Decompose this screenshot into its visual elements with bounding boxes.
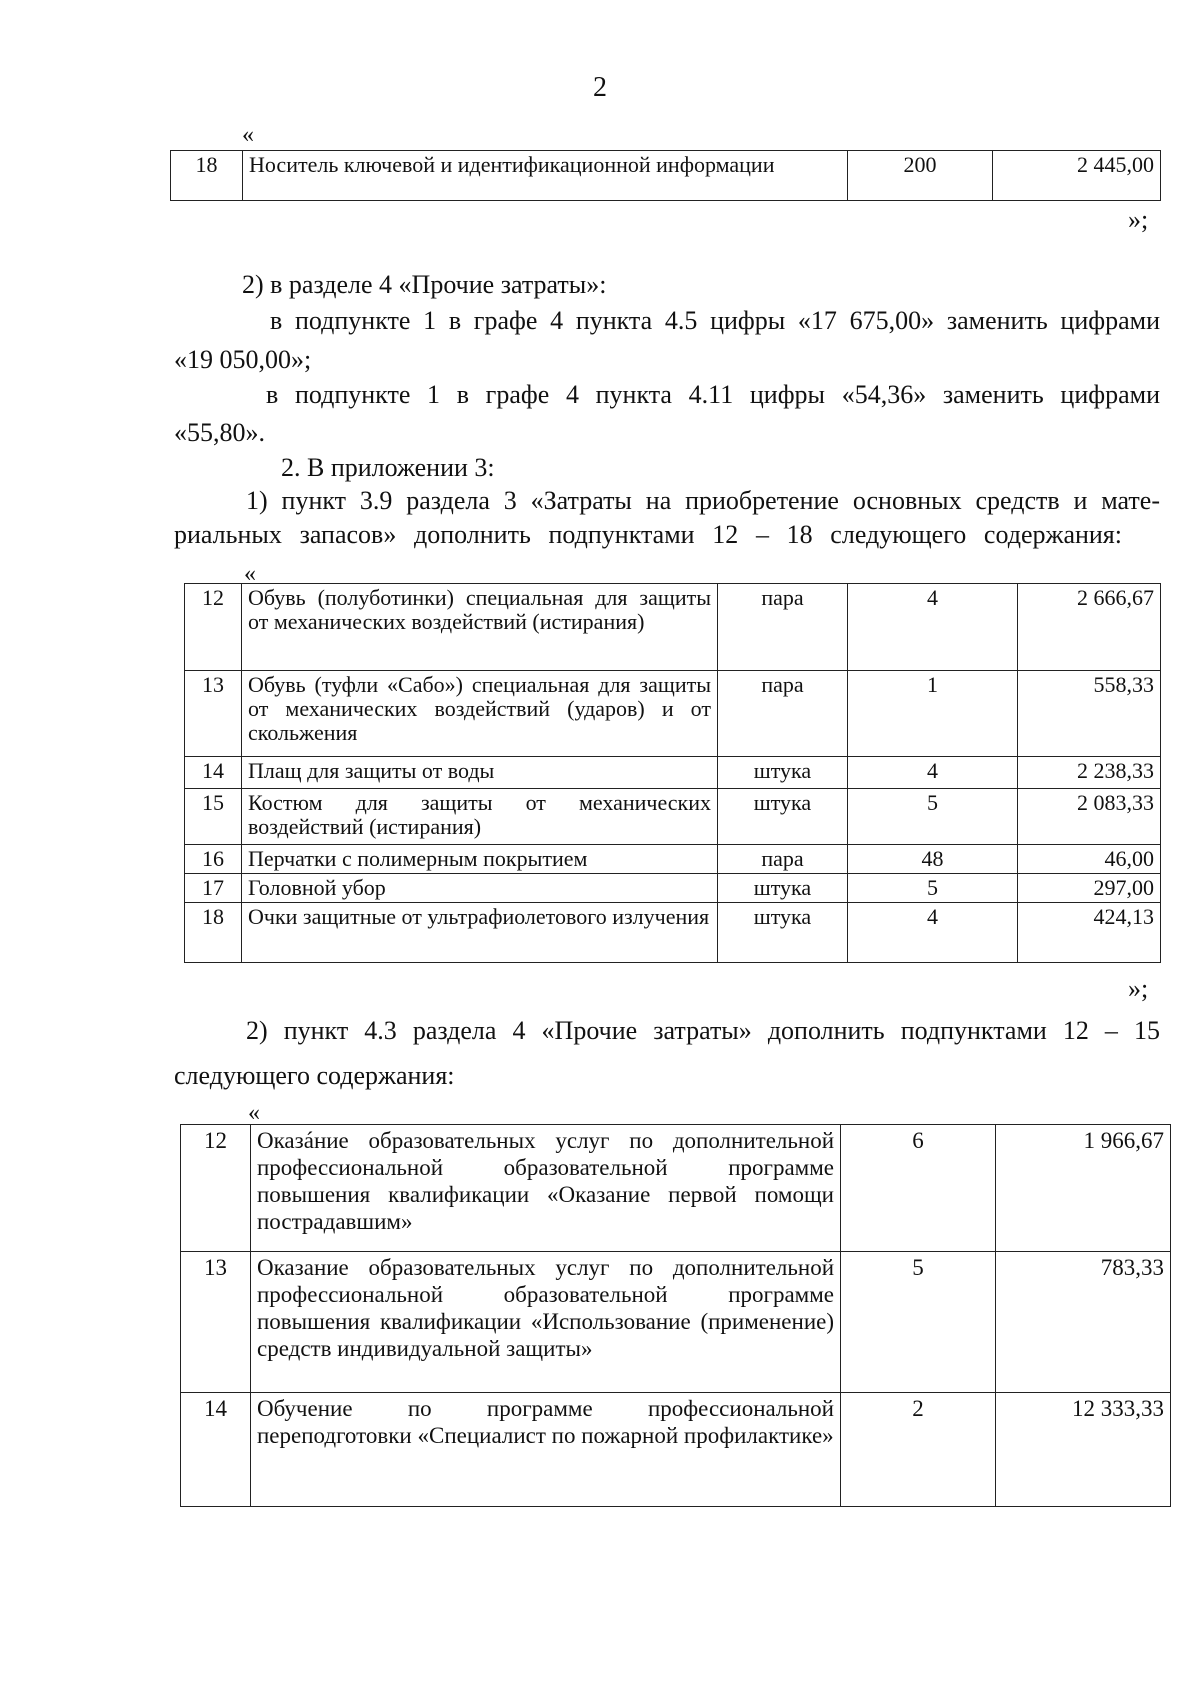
- row-number: 14: [185, 757, 242, 789]
- row-number: 16: [185, 845, 242, 874]
- table-row: [185, 874, 1161, 903]
- paragraph-4-11-line-2: «55,80».: [174, 418, 265, 447]
- item-name: Носитель ключевой и идентификационной информации: [243, 151, 848, 201]
- item-name: Обувь (полуботинки) специальная для защиты от механических воздействий (истирания): [242, 584, 718, 671]
- paragraph-4-3-line-2: следующего содержания:: [174, 1061, 455, 1090]
- table-row: [171, 151, 1161, 201]
- quote-close-1: »;: [1128, 205, 1149, 234]
- paragraph-appendix-3: 2. В приложении 3:: [281, 453, 495, 482]
- item-price: 424,13: [1018, 903, 1161, 963]
- service-price: 12 333,33: [996, 1393, 1171, 1507]
- item-unit: штука: [718, 874, 848, 903]
- item-name: Перчатки с полимерным покрытием: [242, 845, 718, 874]
- item-quantity: 48: [848, 845, 1018, 874]
- item-quantity: 4: [848, 757, 1018, 789]
- item-price: 46,00: [1018, 845, 1161, 874]
- service-price: 783,33: [996, 1252, 1171, 1393]
- paragraph-section-4: 2) в разделе 4 «Прочие затраты»:: [242, 270, 607, 299]
- table-row: [181, 1252, 1171, 1393]
- table-row: [185, 789, 1161, 845]
- item-price: 2 238,33: [1018, 757, 1161, 789]
- service-name: Оказание образовательных услуг по дополнительной профессиональной образовательной программе повышения квалификации «Использование (применение) средств индивидуальной защиты»: [251, 1252, 841, 1393]
- item-name: Очки защитные от ультрафиолетового излучения: [242, 903, 718, 963]
- item-quantity: 5: [848, 874, 1018, 903]
- row-number: 14: [181, 1393, 251, 1507]
- quote-open-3: «: [248, 1100, 260, 1126]
- item-unit: штука: [718, 757, 848, 789]
- item-name: Головной убор: [242, 874, 718, 903]
- service-quantity: 5: [841, 1252, 996, 1393]
- table-row: [185, 757, 1161, 789]
- item-price: 2 445,00: [993, 151, 1161, 201]
- table-3: [180, 1124, 1171, 1507]
- item-quantity: 1: [848, 671, 1018, 757]
- paragraph-3-9-line-2: риальных запасов» дополнить подпунктами 12 – 18 следующего содержания:: [174, 520, 1122, 549]
- item-price: 558,33: [1018, 671, 1161, 757]
- item-quantity: 4: [848, 903, 1018, 963]
- item-price: 297,00: [1018, 874, 1161, 903]
- row-number: 18: [185, 903, 242, 963]
- item-unit: пара: [718, 584, 848, 671]
- table-row: [181, 1393, 1171, 1507]
- row-number: 15: [185, 789, 242, 845]
- item-unit: пара: [718, 845, 848, 874]
- item-price: 2 666,67: [1018, 584, 1161, 671]
- service-quantity: 6: [841, 1125, 996, 1252]
- paragraph-4-11-line-1: в подпункте 1 в графе 4 пункта 4.11 цифры «54,36» заменить цифрами: [266, 380, 1160, 409]
- table-row: [185, 671, 1161, 757]
- row-number: 12: [185, 584, 242, 671]
- item-name: Костюм для защиты от механических воздействий (истирания): [242, 789, 718, 845]
- item-unit: штука: [718, 903, 848, 963]
- row-number: 18: [171, 151, 243, 201]
- page-number: 2: [593, 72, 607, 103]
- quote-close-2: »;: [1128, 974, 1149, 1003]
- service-quantity: 2: [841, 1393, 996, 1507]
- paragraph-4-5-line-1: в подпункте 1 в графе 4 пункта 4.5 цифры «17 675,00» заменить цифрами: [270, 306, 1160, 335]
- table-row: [185, 845, 1161, 874]
- table-2: [184, 583, 1161, 963]
- service-name: Обучение по программе профессиональной переподготовки «Специалист по пожарной профилактике»: [251, 1393, 841, 1507]
- service-price: 1 966,67: [996, 1125, 1171, 1252]
- item-name: Плащ для защиты от воды: [242, 757, 718, 789]
- quote-open-1: «: [242, 122, 254, 148]
- table-1: [170, 150, 1161, 201]
- item-name: Обувь (туфли «Сабо») специальная для защиты от механических воздействий (ударов) и от скольжения: [242, 671, 718, 757]
- paragraph-4-3-line-1: 2) пункт 4.3 раздела 4 «Прочие затраты» дополнить подпунктами 12 – 15: [246, 1016, 1160, 1045]
- item-unit: пара: [718, 671, 848, 757]
- paragraph-4-5-line-2: «19 050,00»;: [174, 345, 312, 374]
- item-quantity: 5: [848, 789, 1018, 845]
- quote-open-2: «: [244, 561, 256, 587]
- item-quantity: 4: [848, 584, 1018, 671]
- service-name: Оказáние образовательных услуг по дополнительной профессиональной образовательной программе повышения квалификации «Оказание первой помощи пострадавшим»: [251, 1125, 841, 1252]
- row-number: 13: [181, 1252, 251, 1393]
- item-price: 2 083,33: [1018, 789, 1161, 845]
- item-quantity: 200: [848, 151, 993, 201]
- row-number: 17: [185, 874, 242, 903]
- table-row: [181, 1125, 1171, 1252]
- item-unit: штука: [718, 789, 848, 845]
- row-number: 12: [181, 1125, 251, 1252]
- table-row: [185, 903, 1161, 963]
- row-number: 13: [185, 671, 242, 757]
- paragraph-3-9-line-1: 1) пункт 3.9 раздела 3 «Затраты на приобретение основных средств и мате-: [246, 486, 1160, 515]
- table-row: [185, 584, 1161, 671]
